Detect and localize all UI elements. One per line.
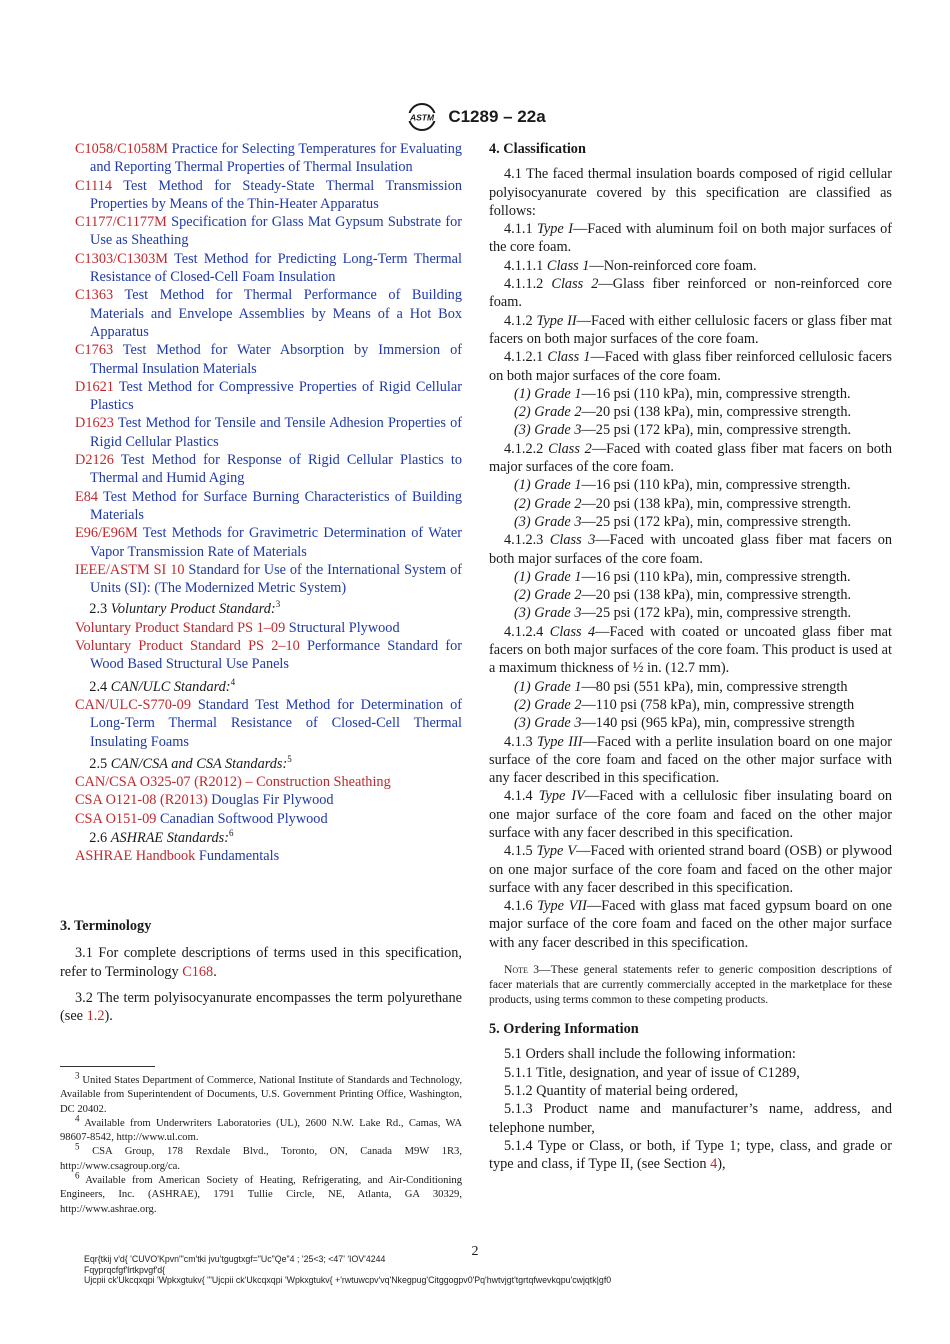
- grade-text: —140 psi (965 kPa), min, compressive strength: [581, 715, 855, 732]
- grade-item: [489, 421, 892, 439]
- grade-item: [489, 586, 892, 604]
- footnote: [60, 1170, 462, 1217]
- reference-code-link[interactable]: C1763: [75, 342, 114, 359]
- grade-text: —20 psi (138 kPa), min, compressive strength.: [581, 404, 852, 421]
- reference-title-link[interactable]: Test Methods for Gravimetric Determination of Water Vapor Transmission Rate of Materials: [90, 525, 462, 560]
- para-5-1-4: 5.1.4 Type or Class, or both, if Type 1; type, class, and grade or type and class, if Type II, (see Section 4),: [489, 1137, 892, 1173]
- footnote-text: CSA Group, 178 Rexdale Blvd., Toronto, ON, Canada M9W 1R3, http://www.csagroup.org/ca.: [60, 1146, 462, 1172]
- para-4-1-6: 4.1.6 Type VII—Faced with glass mat faced gypsum board on one major surface of the core foam and faced on the other major surface with any facer described in this specification.: [489, 898, 892, 951]
- reference-code-link[interactable]: ASHRAE Handbook: [75, 848, 196, 865]
- para-4-1-1: 4.1.1 Type I—Faced with aluminum foil on both major surfaces of the core foam.: [489, 221, 892, 256]
- section-3: [60, 917, 462, 1025]
- reference-code-link[interactable]: Voluntary Product Standard PS 1–09: [75, 619, 286, 636]
- grade-item: [489, 678, 892, 696]
- footnotes: [60, 1070, 462, 1217]
- reference-item: [75, 810, 462, 828]
- grade-text: —20 psi (138 kPa), min, compressive strength.: [581, 495, 852, 512]
- grade-list: [489, 385, 892, 440]
- reference-title-link[interactable]: Test Method for Tensile and Tensile Adhesion Properties of Rigid Cellular Plastics: [90, 415, 462, 450]
- voluntary-product-standards-list: [75, 619, 462, 674]
- left-column: [75, 140, 462, 866]
- astm-logo-icon: [404, 102, 440, 132]
- para-4-1-2-2: 4.1.2.2 Class 2—Faced with coated glass fiber mat facers on both major surfaces of the core foam.: [489, 440, 893, 476]
- reference-code-link[interactable]: D1623: [75, 415, 114, 432]
- reference-title-link[interactable]: Test Method for Response of Rigid Cellular Plastics to Thermal and Humid Aging: [90, 452, 463, 487]
- reference-code-link[interactable]: Voluntary Product Standard PS 2–10: [75, 638, 300, 655]
- para-4-1: 4.1 The faced thermal insulation boards composed of rigid cellular polyisocyanurate covered by this specification are classified as follows:: [489, 166, 892, 219]
- footnote: [60, 1070, 462, 1117]
- para-4-1-3: 4.1.3 Type III—Faced with a perlite insulation board on one major surface of the core foam and faced on the other major surface with any facer described in this specification.: [489, 733, 893, 787]
- para-5-1: 5.1 Orders shall include the following information:: [504, 1046, 796, 1063]
- para-4-1-2-1: 4.1.2.1 Class 1—Faced with glass fiber reinforced cellulosic facers on both major surfaces of the core foam.: [489, 349, 892, 384]
- grade-item: [489, 696, 892, 714]
- grade-item: [489, 714, 892, 732]
- grade-list: [489, 476, 892, 531]
- footnote-text: United States Department of Commerce, National Institute of Standards and Technology, Available from Superintendent of Documents, U.S. Government Printing Office, Washington, DC 20402.: [60, 1075, 462, 1115]
- grade-text: —25 psi (172 kPa), min, compressive strength.: [581, 513, 852, 530]
- page-number: 2: [471, 1244, 479, 1259]
- document-designation: C1289 – 22a: [448, 107, 546, 126]
- para-4-1-2-4: 4.1.2.4 Class 4—Faced with coated or uncoated glass fiber mat facers on both major surfaces of the core foam. This product is used at a maximum thickness of ½ in. (12.7 mm).: [489, 623, 892, 677]
- reference-title-link[interactable]: Canadian Softwood Plywood: [160, 810, 328, 827]
- reference-item: [75, 791, 462, 809]
- grade-label: (3) Grade 3: [514, 513, 582, 530]
- grade-label: (1) Grade 1: [514, 568, 582, 585]
- para-5-1-3: 5.1.3 Product name and manufacturer’s name, address, and telephone number,: [489, 1101, 892, 1136]
- section-4-heading: 4. Classification: [489, 141, 586, 157]
- footnote-text: Available from Underwriters Laboratories (UL), 2600 N.W. Lake Rd., Camas, WA 98607-8542, http://www.ul.com.: [60, 1117, 462, 1144]
- grade-list: [489, 678, 892, 733]
- reference-title-link[interactable]: Standard Test Method for Determination of Long-Term Thermal Resistance of Closed-Cell Thermal Insulating Foams: [90, 696, 462, 750]
- csa-standards-list: [75, 773, 462, 828]
- grade-label: (2) Grade 2: [514, 696, 582, 713]
- reference-item: [75, 250, 462, 287]
- grade-text: —16 psi (110 kPa), min, compressive strength.: [581, 568, 851, 585]
- reference-item: [75, 637, 462, 674]
- reference-item: [75, 213, 462, 250]
- grade-label: (3) Grade 3: [514, 715, 582, 732]
- reference-title-link[interactable]: Practice for Selecting Temperatures for Evaluating and Reporting Thermal Properties of Thermal Insulation: [90, 141, 462, 176]
- reference-code-link[interactable]: E84: [75, 488, 99, 505]
- grade-label: (2) Grade 2: [514, 587, 582, 604]
- section-2-6: 2.6 ASHRAE Standards:$^6$: [89, 828, 234, 846]
- footnote-number: 4: [75, 1113, 80, 1124]
- reference-item: [75, 524, 462, 561]
- section-1-2-link[interactable]: 1.2: [86, 1008, 105, 1025]
- reference-title-link[interactable]: Test Method for Compressive Properties of Rigid Cellular Plastics: [90, 378, 462, 414]
- astm-logo-text: ASTM: [410, 112, 435, 123]
- para-4-1-1-2: 4.1.1.2 Class 2—Glass fiber reinforced or non-reinforced core foam.: [489, 276, 892, 311]
- reference-item: [75, 177, 462, 214]
- grade-label: (1) Grade 1: [514, 477, 582, 494]
- grade-list: [489, 568, 892, 623]
- reference-code-link[interactable]: C1303/C1303M: [75, 250, 168, 267]
- grade-label: (1) Grade 1: [514, 385, 582, 402]
- reference-code-link[interactable]: CAN/ULC-S770-09: [75, 696, 191, 713]
- grade-label: (3) Grade 3: [514, 605, 582, 622]
- page-header: [0, 102, 950, 132]
- para-5-1-2: 5.1.2 Quantity of material being ordered,: [504, 1082, 739, 1099]
- reference-code-link[interactable]: CSA O121-08 (R2013): [75, 792, 208, 809]
- referenced-documents-list: [75, 140, 462, 597]
- reference-title-link[interactable]: Test Method for Predicting Long-Term Thermal Resistance of Closed-Cell Foam Insulation: [90, 250, 462, 286]
- footnote-number: 6: [75, 1170, 80, 1181]
- section-2-3: 2.3 Voluntary Product Standard:$^3$: [89, 599, 281, 618]
- footnote-number: 5: [75, 1141, 80, 1152]
- reference-title-link[interactable]: Fundamentals: [198, 848, 280, 865]
- reference-title-link[interactable]: Structural Plywood: [288, 619, 400, 636]
- reference-title-link[interactable]: Test Method for Surface Burning Characteristics of Building Materials: [90, 488, 462, 523]
- reference-item: [75, 847, 462, 865]
- grade-text: —16 psi (110 kPa), min, compressive strength.: [581, 477, 851, 494]
- reference-code-link[interactable]: CSA O151-09: [75, 810, 157, 827]
- grade-text: —16 psi (110 kPa), min, compressive strength.: [581, 385, 851, 402]
- grade-item: [489, 604, 892, 622]
- reference-title-link[interactable]: Test Method for Water Absorption by Immersion of Thermal Insulation Materials: [90, 342, 462, 377]
- grade-label: (1) Grade 1: [514, 678, 582, 695]
- section-2-4: 2.4 CAN/ULC Standard:$^4$: [89, 676, 236, 695]
- footer-line: Fqyprqcfgf'lrtkpvgf'd{: [84, 1264, 166, 1275]
- reference-item: [75, 451, 462, 488]
- para-4-1-5: 4.1.5 Type V—Faced with oriented strand board (OSB) or plywood on one major surface of the core foam and faced on the other major surface with any facer described in this specification.: [489, 843, 892, 896]
- grade-text: —25 psi (172 kPa), min, compressive strength.: [581, 422, 852, 439]
- reference-code-link[interactable]: CAN/CSA O325-07 (R2012) – Construction Sheathing: [75, 774, 391, 791]
- grade-item: [489, 513, 892, 531]
- footer-line: Ujcpii ck'Ukcqxqpi 'Wpkxgtukv{ "'Ujcpii ck'Ukcqxqpi 'Wpkxgtukv{ +'rwtuwcpv'vq'Nkegpug'Citggogpv0'Pq'hwtvjgt'tgrtqfwevkqpu'cwjqtk|gf0: [84, 1275, 612, 1285]
- grade-text: —80 psi (551 kPa), min, compressive strength: [581, 678, 848, 695]
- reference-item: [75, 619, 462, 637]
- section-2-5: 2.5 CAN/CSA and CSA Standards:$^5$: [89, 754, 292, 772]
- reference-item: [75, 140, 462, 177]
- footnote-divider: [60, 1066, 155, 1067]
- reference-item: [75, 773, 462, 791]
- grade-text: —20 psi (138 kPa), min, compressive strength.: [581, 587, 852, 604]
- section-3-heading: 3. Terminology: [60, 918, 152, 934]
- reference-title-link[interactable]: Standard for Use of the International System of Units (SI): (The Modernized Metric System): [90, 561, 462, 597]
- reference-code-link[interactable]: IEEE/ASTM SI 10: [75, 561, 185, 578]
- footer-line: Eqr{tkij v'd{ 'CUVO'Kpvn'"cm'tki jvu'tgugtxgf="Uc"Qe"4 ; '25<3; <47' 'IOV'4244: [84, 1254, 386, 1264]
- footnote: [60, 1113, 462, 1146]
- reference-item: [75, 696, 462, 751]
- reference-title-link[interactable]: Test Method for Thermal Performance of Building Materials and Envelope Assemblies by Means of a Hot Box Apparatus: [90, 287, 462, 340]
- para-4-1-2: 4.1.2 Type II—Faced with either cellulosic facers or glass fiber mat facers on both major surfaces of the core foam.: [489, 312, 892, 347]
- reference-item: [75, 414, 462, 451]
- grade-label: (3) Grade 3: [514, 422, 582, 439]
- para-3-1: 3.1 For complete descriptions of terms used in this specification, refer to Terminology C168.: [60, 945, 462, 980]
- reference-item: [75, 561, 462, 598]
- grade-label: (2) Grade 2: [514, 495, 582, 512]
- footnote-text: Available from American Society of Heating, Refrigerating, and Air-Conditioning Engineers, Inc. (ASHRAE), 1791 Tullie Circle, NE, Atlanta, GA 30329, http://www.ashrae.org.: [60, 1175, 462, 1215]
- right-column: [489, 140, 892, 1173]
- footnote: [60, 1141, 462, 1174]
- grade-item: [489, 495, 892, 513]
- reference-item: [75, 488, 462, 525]
- section-5-heading: 5. Ordering Information: [489, 1021, 639, 1038]
- note-3: Note 3—These general statements refer to generic composition descriptions of facer materials that are currently commercially accepted in the marketplace for these products, using terms common to these competing products.: [489, 963, 892, 1007]
- grade-item: [489, 568, 892, 586]
- grade-item: [489, 403, 892, 421]
- grade-label: (2) Grade 2: [514, 404, 582, 421]
- para-4-1-4: 4.1.4 Type IV—Faced with a cellulosic fiber insulating board on one major surface of the core foam and faced on the other major surface with any facer described in this specification.: [489, 788, 892, 841]
- reference-title-link[interactable]: Douglas Fir Plywood: [211, 792, 334, 809]
- reference-title-link[interactable]: Performance Standard for Wood Based Structural Use Panels: [90, 638, 462, 673]
- reference-item: [75, 378, 462, 415]
- para-3-2: 3.2 The term polyisocyanurate encompasses the term polyurethane (see 1.2).: [60, 989, 462, 1025]
- para-4-1-2-3: 4.1.2.3 Class 3—Faced with uncoated glass fiber mat facers on both major surfaces of the core foam.: [489, 532, 892, 567]
- reference-code-link[interactable]: C1363: [75, 287, 114, 304]
- footnote-number: 3: [75, 1070, 80, 1081]
- reference-item: [75, 341, 462, 378]
- license-footer: [84, 1254, 884, 1286]
- grade-text: —25 psi (172 kPa), min, compressive strength.: [581, 605, 852, 622]
- reference-code-link[interactable]: D1621: [75, 378, 114, 395]
- c168-link[interactable]: C168: [182, 963, 214, 980]
- reference-code-link[interactable]: E96/E96M: [75, 525, 138, 542]
- para-5-1-1: 5.1.1 Title, designation, and year of issue of C1289,: [504, 1064, 800, 1081]
- section-4-link[interactable]: 4: [710, 1156, 718, 1173]
- reference-title-link[interactable]: Test Method for Steady-State Thermal Transmission Properties by Means of the Thin-Heater Apparatus: [90, 177, 462, 212]
- grade-item: [489, 476, 892, 494]
- reference-code-link[interactable]: C1177/C1177M: [75, 214, 167, 231]
- grade-text: —110 psi (758 kPa), min, compressive strength: [581, 696, 855, 713]
- reference-code-link[interactable]: C1058/C1058M: [75, 141, 168, 157]
- reference-item: [75, 286, 462, 341]
- reference-code-link[interactable]: D2126: [75, 452, 114, 469]
- reference-code-link[interactable]: C1114: [75, 177, 113, 194]
- grade-item: [489, 385, 892, 403]
- para-4-1-1-1: 4.1.1.1 Class 1—Non-reinforced core foam.: [504, 257, 757, 274]
- reference-title-link[interactable]: Specification for Glass Mat Gypsum Substrate for Use as Sheathing: [90, 214, 463, 249]
